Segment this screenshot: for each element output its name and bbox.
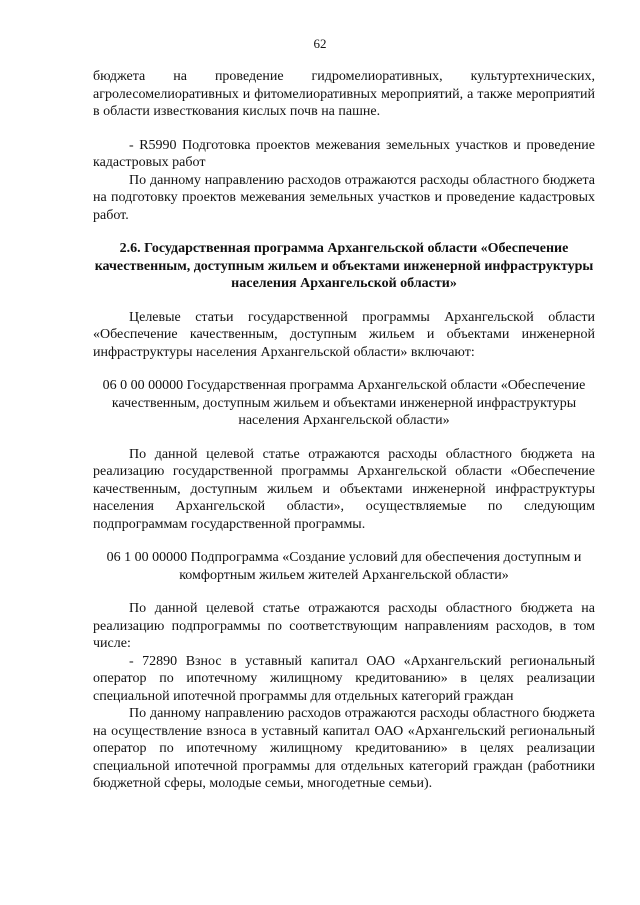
paragraph-program-description: По данной целевой статье отражаются расходы областного бюджета на реализацию государственной программы Архангельской области «Обеспечение качественным, доступным жильем и объектами инженерной инфраструктуры населения Архангельской области», осуществляемые по следующим подпрограммам государственной программы. <box>93 446 595 532</box>
spacer <box>93 361 595 377</box>
list-item-72890: - 72890 Взнос в уставный капитал ОАО «Архангельский региональный оператор по ипотечному жилищному кредитованию» в целях реализации специальной ипотечной программы для отдельных категорий граждан <box>93 653 595 704</box>
page-content <box>93 68 595 793</box>
subprogram-code-title: 06 1 00 00000 Подпрограмма «Создание условий для обеспечения доступным и комфортным жильем жителей Архангельской области» <box>106 550 582 583</box>
spacer <box>93 533 595 549</box>
program-code-title: 06 0 00 00000 Государственная программа Архангельской области «Обеспечение качественным, доступным жильем и объектами инженерной инфраструктуры населения Архангельской области» <box>102 378 586 428</box>
paragraph-r5990-description: По данному направлению расходов отражаются расходы областного бюджета на подготовку проектов межевания земельных участков и проведение кадастровых работ. <box>93 172 595 223</box>
paragraph-subprogram-description: По данной целевой статье отражаются расходы областного бюджета на реализацию подпрограммы по соответствующим направлениям расходов, в том числе: <box>93 601 595 651</box>
spacer <box>93 224 595 240</box>
paragraph-target-articles: Целевые статьи государственной программы Архангельской области «Обеспечение качественным, доступным жильем и объектами инженерной инфраструктуры населения Архангельской области» включают: <box>93 309 595 360</box>
spacer <box>93 430 595 446</box>
paragraph-intro-continuation: бюджета на проведение гидромелиоративных, культуртехнических, агролесомелиоративных и фитомелиоративных мероприятий, а также мероприятий в области известкования кислых почв на пашне. <box>93 69 595 119</box>
list-item-r5990: - R5990 Подготовка проектов межевания земельных участков и проведение кадастровых работ <box>93 137 595 170</box>
spacer <box>93 293 595 309</box>
spacer <box>93 584 595 600</box>
spacer <box>93 121 595 137</box>
paragraph-72890-description: По данному направлению расходов отражаются расходы областного бюджета на осуществление взноса в уставный капитал ОАО «Архангельский региональный оператор по ипотечному жилищному кредитованию» в целях реализации специальной ипотечной программы для отдельных категорий граждан (работники бюджетной сферы, молодые семьи, многодетные семьи). <box>93 706 595 791</box>
page-number: 62 <box>313 36 327 51</box>
section-heading: 2.6. Государственная программа Архангельской области «Обеспечение качественным, доступным жильем и объектами инженерной инфраструктуры населения Архангельской области» <box>94 241 594 291</box>
